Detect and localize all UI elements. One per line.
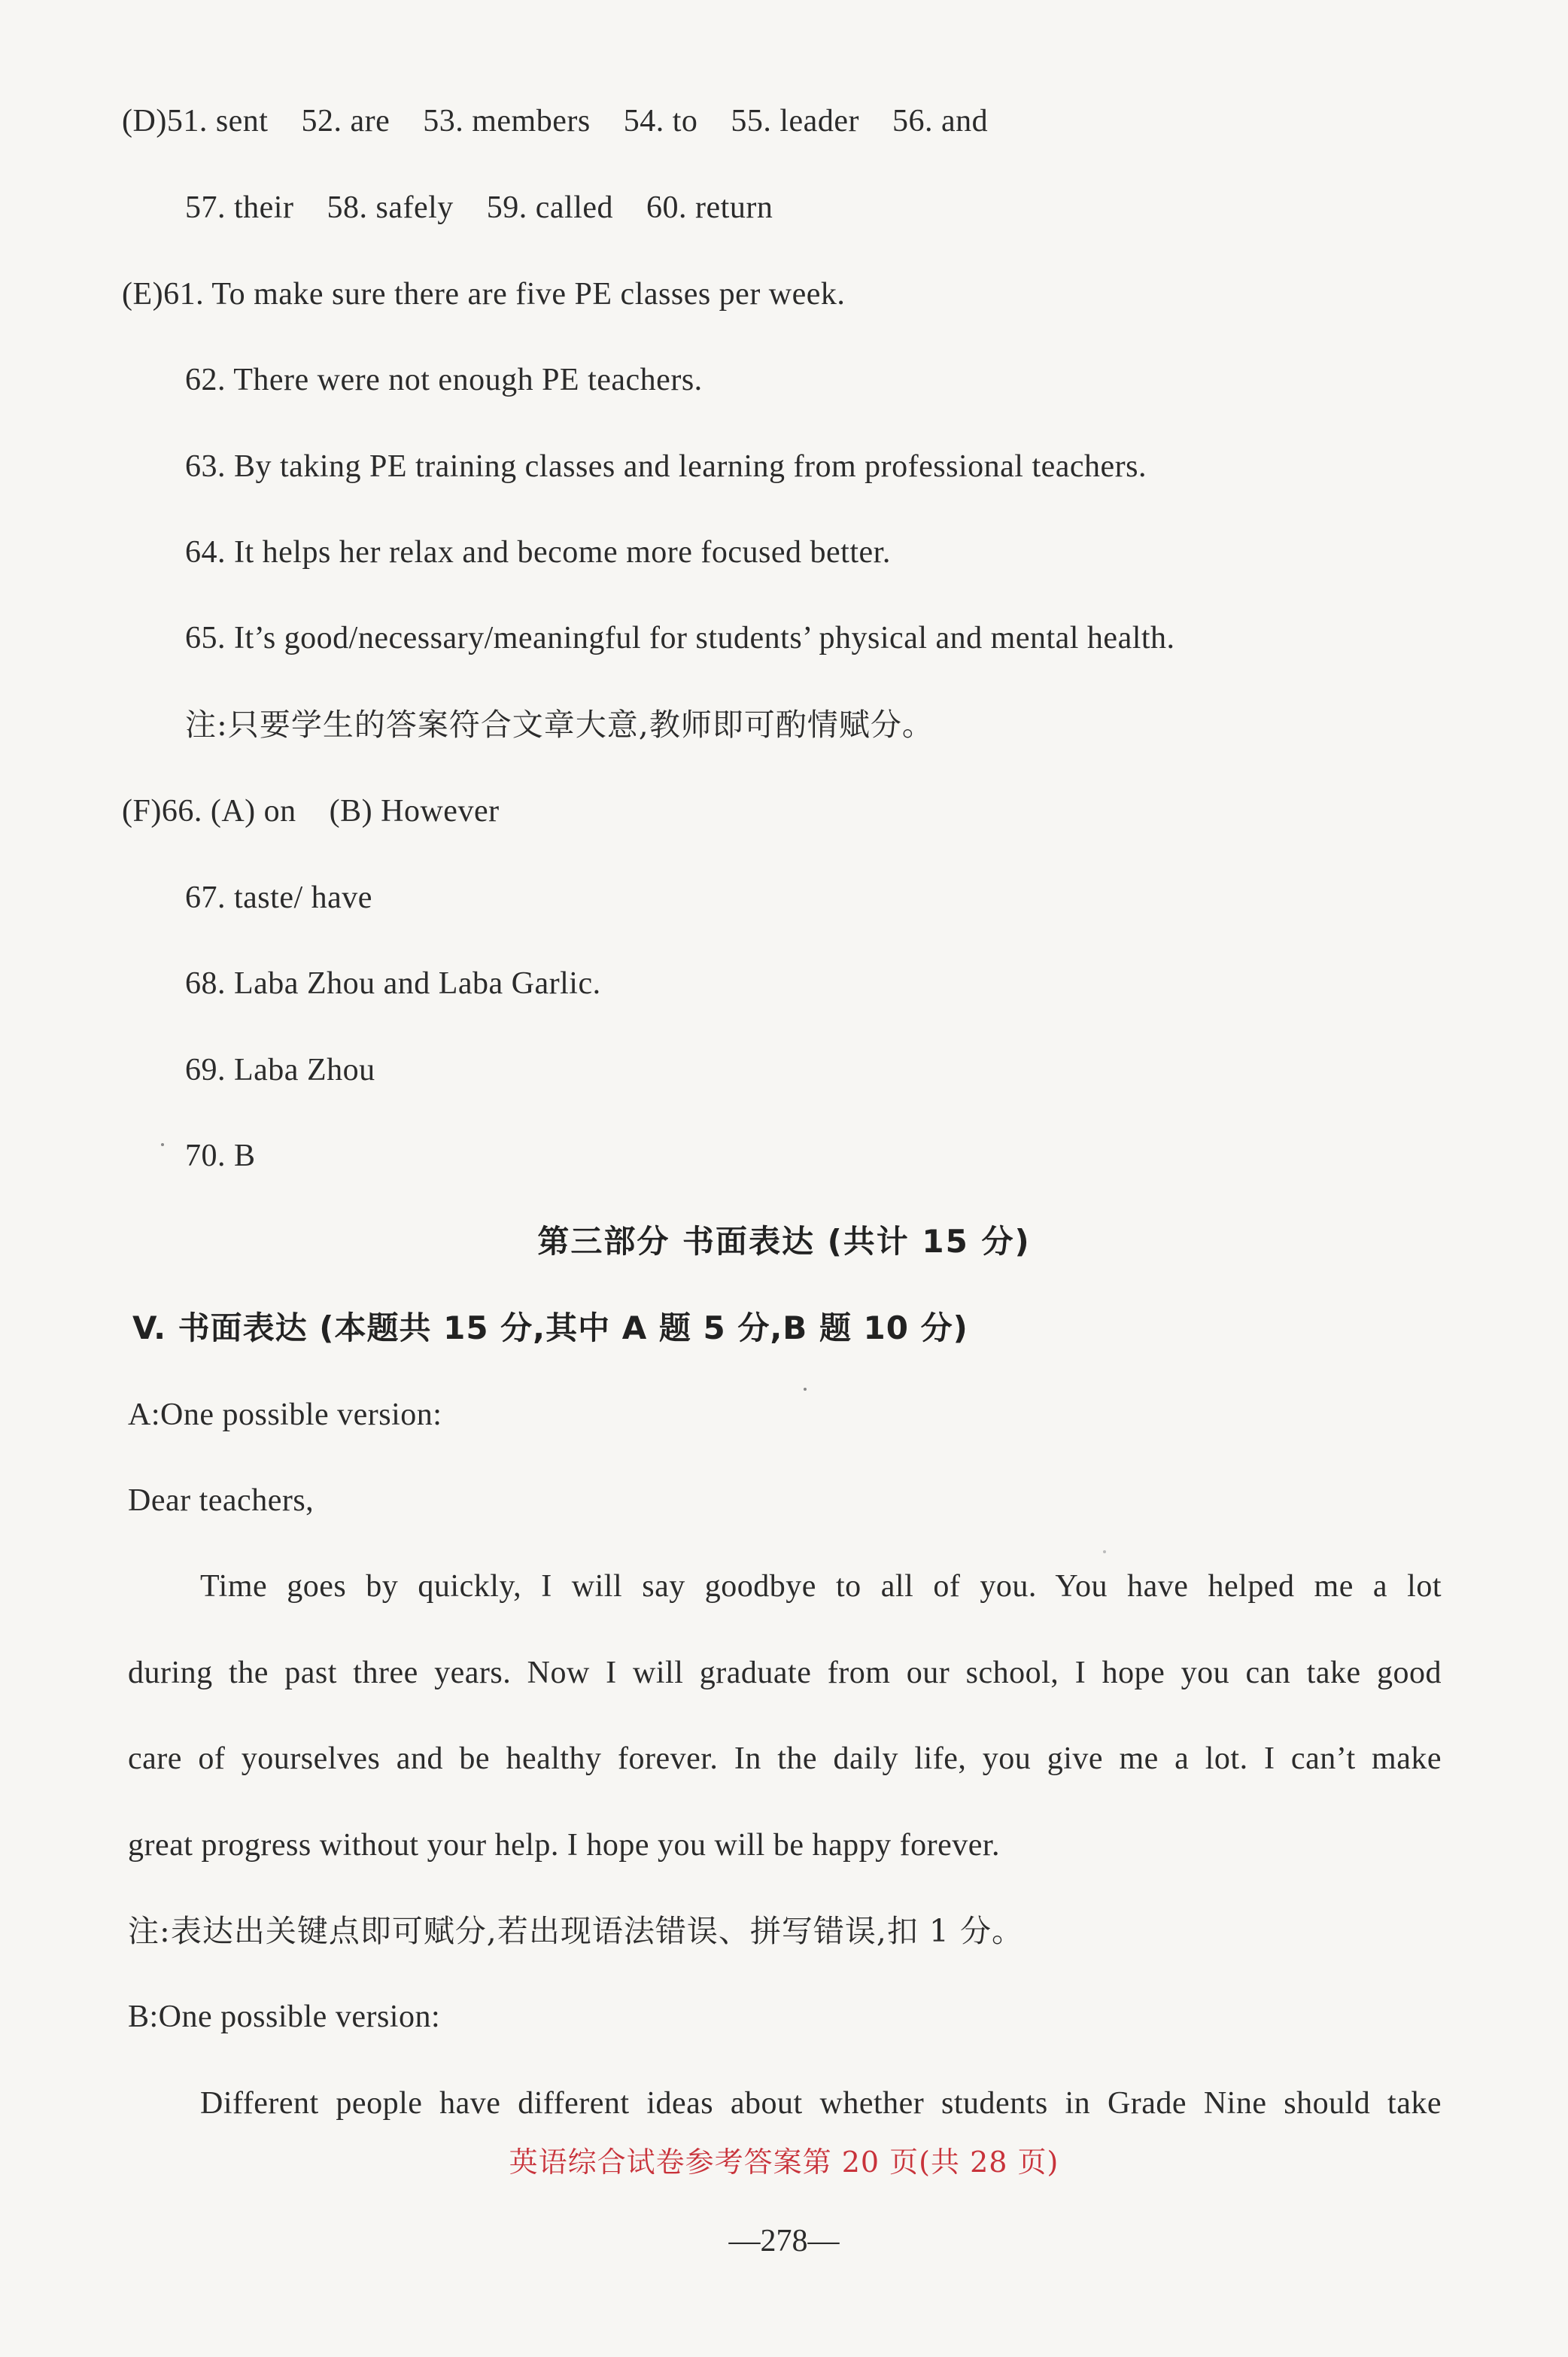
answer-61: 61. To make sure there are five PE classes per week. [163, 277, 846, 312]
writing-a-line-1: Time goes by quickly, I will say goodbye to all of you. You have helped me a lot [200, 1569, 1442, 1604]
answer-58: 58. safely [327, 190, 454, 225]
answer-63: 63. By taking PE training classes and learning from professional teachers. [185, 449, 1147, 484]
writing-a-salutation: Dear teachers, [128, 1483, 315, 1518]
answer-66-a: 66. (A) on [161, 794, 296, 829]
answer-52: 52. are [301, 104, 390, 138]
answer-54: 54. to [623, 104, 698, 138]
scan-speck [1103, 1550, 1106, 1553]
answer-53: 53. members [423, 104, 591, 138]
answer-51: 51. sent [166, 104, 269, 138]
section-d-label: (D) [122, 104, 167, 138]
writing-a-line-2: during the past three years. Now I will graduate from our school, I hope you can take good [128, 1656, 1442, 1690]
part-3-heading: 第三部分 书面表达 (共计 15 分) [537, 1223, 1031, 1260]
writing-a-label: A:One possible version: [128, 1397, 442, 1432]
writing-a-line-4: great progress without your help. I hope you will be happy forever. [128, 1828, 1001, 1863]
answer-57: 57. their [185, 190, 294, 225]
answer-70: 70. B [185, 1139, 256, 1173]
answer-68: 68. Laba Zhou and Laba Garlic. [185, 966, 601, 1001]
section-v-heading: V. 书面表达 (本题共 15 分,其中 A 题 5 分,B 题 10 分) [132, 1309, 968, 1346]
section-e-label: (E) [122, 277, 164, 312]
scan-speck [161, 1143, 164, 1146]
answer-66-b: (B) However [329, 794, 500, 829]
page-number: —278— [728, 2224, 840, 2258]
section-d-row-1 [122, 100, 988, 142]
section-f-row-66 [122, 790, 500, 832]
answer-62: 62. There were not enough PE teachers. [185, 363, 703, 397]
answer-67: 67. taste/ have [185, 880, 372, 915]
writing-a-line-3: care of yourselves and be healthy forever. In the daily life, you give me a lot. I can’t make [128, 1741, 1442, 1776]
section-f-label: (F) [122, 794, 162, 829]
writing-b-line-1: Different people have different ideas about whether students in Grade Nine should take [200, 2086, 1442, 2121]
writing-b-label: B:One possible version: [128, 2000, 441, 2034]
section-e-row-61 [122, 273, 845, 315]
answer-56: 56. and [892, 104, 989, 138]
answer-65: 65. It’s good/necessary/meaningful for students’ physical and mental health. [185, 621, 1175, 655]
answer-69: 69. Laba Zhou [185, 1053, 375, 1087]
answer-60: 60. return [646, 190, 773, 225]
answer-64: 64. It helps her relax and become more focused better. [185, 535, 891, 570]
answer-59: 59. called [486, 190, 614, 225]
answer-55: 55. leader [731, 104, 859, 138]
running-footer-title: 英语综合试卷参考答案第 20 页(共 28 页) [509, 2146, 1059, 2179]
section-d-row-2 [185, 187, 773, 229]
writing-a-note: 注:表达出关键点即可赋分,若出现语法错误、拼写错误,扣 1 分。 [128, 1913, 1024, 1949]
section-e-note: 注:只要学生的答案符合文章大意,教师即可酌情赋分。 [185, 707, 934, 743]
scan-speck [804, 1388, 807, 1391]
